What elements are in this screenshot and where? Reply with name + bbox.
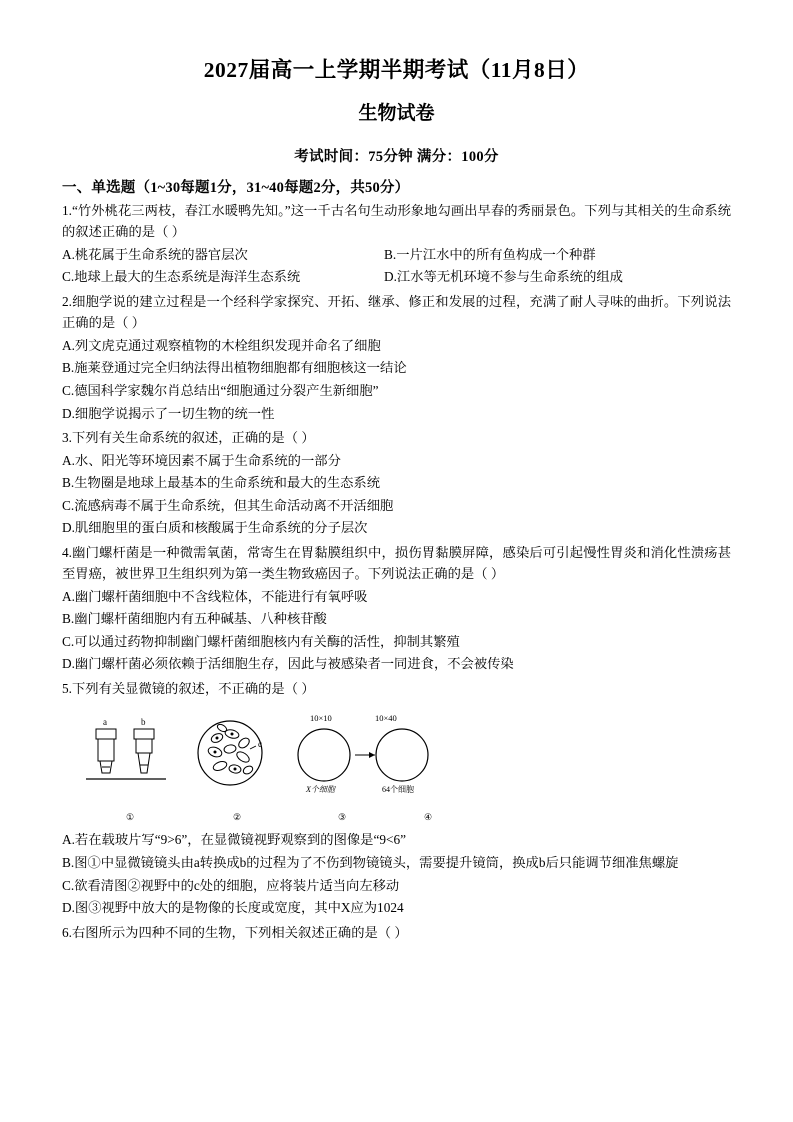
- option-row: [62, 266, 731, 288]
- cell-count-right-label: 64个细胞: [382, 785, 414, 795]
- figure-caption: ④: [423, 812, 433, 823]
- option: A.幽门螺杆菌细胞中不含线粒体，不能进行有氧呼吸: [62, 588, 368, 604]
- figure-caption: ②: [232, 812, 242, 823]
- option: C.地球上最大的生态系统是海洋生态系统: [62, 269, 301, 285]
- option: C.德国科学家魏尔肖总结出“细胞通过分裂产生新细胞”: [62, 383, 379, 398]
- option: D.江水等无机环境不参与生命系统的组成: [384, 269, 623, 285]
- question-stem: 2.细胞学说的建立过程是一个经科学家探究、开拓、继承、修正和发展的过程，充满了耐人寻味的曲折。下列说法正确的是（ ）: [62, 293, 731, 331]
- cell-count-left-label: X个细胞: [306, 785, 335, 795]
- option: A.水、阳光等环境因素不属于生命系统的一部分: [62, 452, 341, 468]
- option: C.流感病毒不属于生命系统，但其生命活动离不开活细胞: [62, 497, 394, 513]
- option: A.桃花属于生命系统的器官层次: [62, 246, 248, 262]
- option: D.幽门螺杆菌必须依赖于活细胞生存，因此与被感染者一同进食，不会被传染: [62, 656, 514, 672]
- cell-c-label: c: [258, 739, 262, 750]
- option: C.欲看清图②视野中的c处的细胞，应将装片适当向左移动: [62, 877, 400, 893]
- section-heading: 一、单选题（1~30每题1分，31~40每题2分，共50分）: [62, 179, 410, 196]
- option: D.图③视野中放大的是物像的长度或宽度，其中X应为1024: [62, 900, 404, 916]
- question-stem: 4.幽门螺杆菌是一种微需氧菌，常寄生在胃黏膜组织中，损伤胃黏膜屏障，感染后可引起慢性胃炎和消化性溃疡甚至胃癌，被世界卫生组织列为第一类生物致癌因子。下列说法正确的是（ ）: [62, 544, 731, 582]
- option: A.列文虎克通过观察植物的木栓组织发现并命名了细胞: [62, 337, 381, 353]
- option-row: [62, 244, 731, 266]
- magnification-left-label: 10×10: [310, 713, 332, 724]
- exam-info: 考试时间：75分钟 满分：100分: [294, 148, 499, 165]
- question-stem: 5.下列有关显微镜的叙述，不正确的是（ ）: [62, 680, 315, 696]
- option: C.可以通过药物抑制幽门螺杆菌细胞核内有关酶的活性，抑制其繁殖: [62, 633, 460, 649]
- question-stem: 3.下列有关生命系统的叙述，正确的是（ ）: [62, 430, 315, 446]
- question-stem: 6.右图所示为四种不同的生物，下列相关叙述正确的是（ ）: [62, 924, 408, 940]
- option: D.肌细胞里的蛋白质和核酸属于生命系统的分子层次: [62, 520, 368, 536]
- option: B.一片江水中的所有鱼构成一个种群: [384, 246, 596, 262]
- option: B.生物圈是地球上最基本的生命系统和最大的生态系统: [62, 475, 381, 491]
- option: B.图①中显微镜镜头由a转换成b的过程为了不伤到物镜镜头，需要提升镜筒，换成b后只能调节细准焦螺旋: [62, 854, 679, 870]
- magnification-right-label: 10×40: [375, 713, 397, 724]
- lens-b-label: b: [141, 717, 146, 728]
- page-subtitle: 生物试卷: [358, 103, 435, 125]
- option: A.若在载玻片写“9>6”，在显微镜视野观察到的图像是“9<6”: [62, 832, 407, 848]
- figure-caption: ①: [125, 812, 135, 823]
- microscope-figure: [62, 707, 731, 823]
- option: B.幽门螺杆菌细胞内有五种碱基、八种核苷酸: [62, 611, 327, 627]
- microscope-diagram-svg: [72, 707, 492, 811]
- page-title: 2027届高一上学期半期考试（11月8日）: [203, 58, 590, 82]
- question-stem: 1.“竹外桃花三两枝，春江水暖鸭先知。”这一千古名句生动形象地勾画出早春的秀丽景色。下列与其相关的生命系统的叙述正确的是（ ）: [62, 202, 731, 240]
- figure-captions: [72, 812, 482, 823]
- figure-caption: ③: [337, 812, 347, 823]
- option: D.细胞学说揭示了一切生物的统一性: [62, 405, 275, 421]
- lens-a-label: a: [103, 717, 107, 728]
- option: B.施莱登通过完全归纳法得出植物细胞都有细胞核这一结论: [62, 360, 407, 376]
